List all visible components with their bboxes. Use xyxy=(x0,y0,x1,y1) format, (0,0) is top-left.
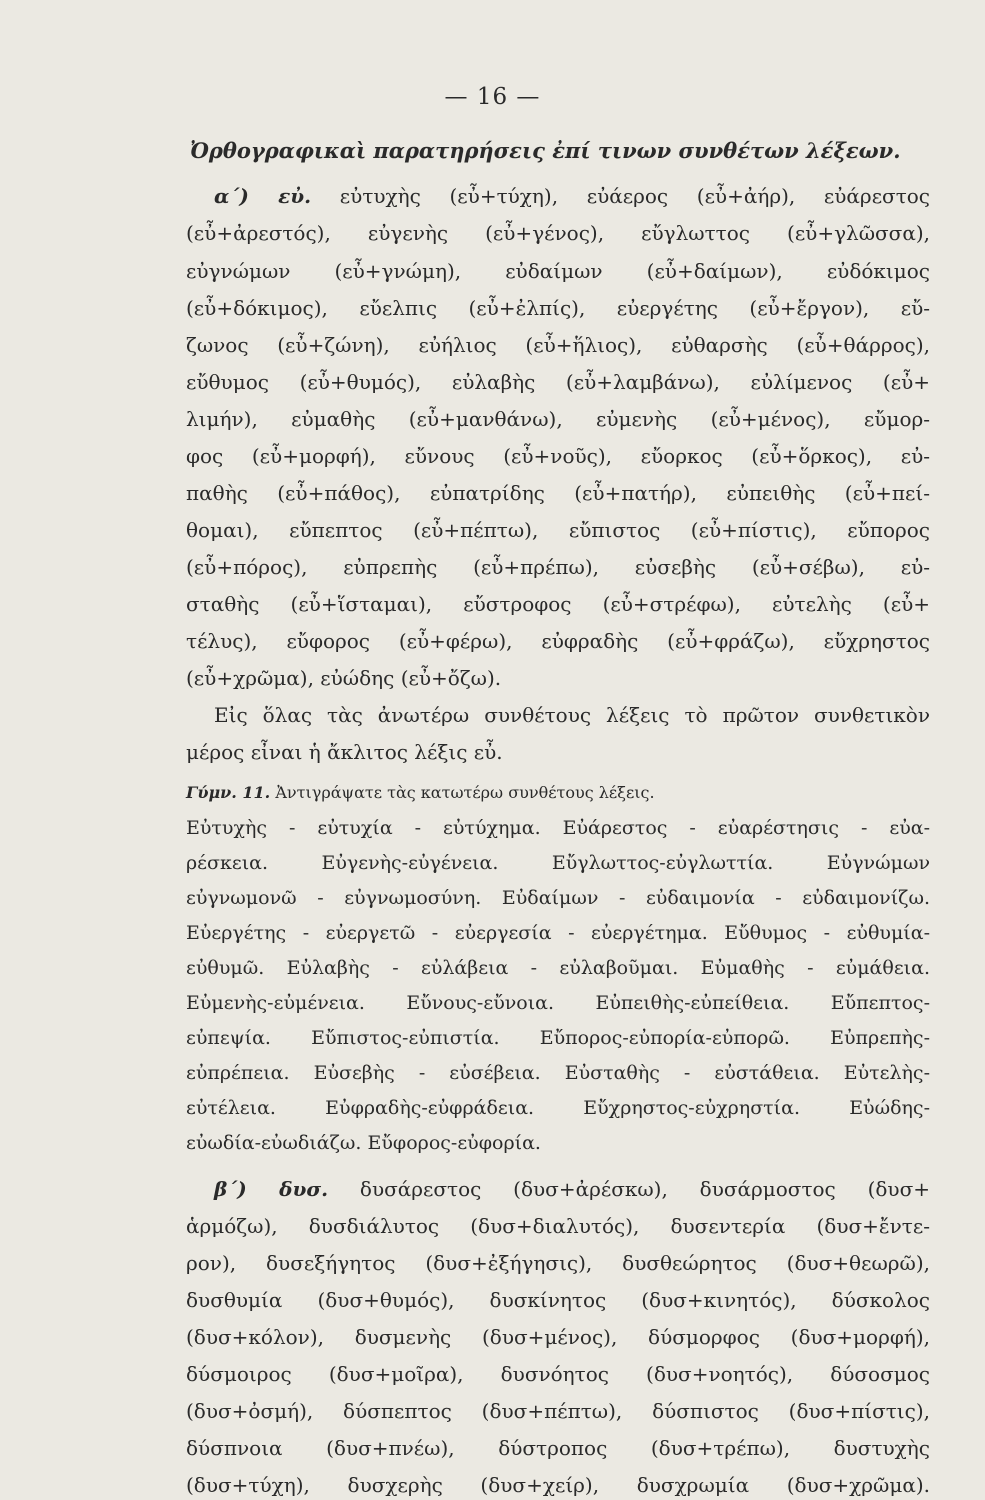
text-line: ρον), δυσεξήγητος (δυσ+ἐξήγησις), δυσθεώρητος (δυσ+θεωρῶ), xyxy=(186,1251,930,1275)
text-line: (εὖ+δόκιμος), εὔελπις (εὖ+ἐλπίς), εὐεργέτης (εὖ+ἔργον), εὔ- xyxy=(186,296,930,320)
page-number: — 16 — xyxy=(444,84,541,110)
text-line: λιμήν), εὐμαθὴς (εὖ+μανθάνω), εὐμενὴς (εὖ+μένος), εὔμορ- xyxy=(186,407,930,431)
section-marker: α΄) εὐ. xyxy=(214,184,312,208)
exercise-line: ρέσκεια. Εὐγενὴς-εὐγένεια. Εὔγλωττος-εὐγλωττία. Εὐγνώμων xyxy=(186,852,930,874)
exercise-instruction: Ἀντιγράψατε τὰς κατωτέρω συνθέτους λέξεις. xyxy=(275,783,655,802)
text-line: (εὖ+πόρος), εὐπρεπὴς (εὖ+πρέπω), εὐσεβὴς (εὖ+σέβω), εὐ- xyxy=(186,555,930,579)
text-line: δυσθυμία (δυσ+θυμός), δυσκίνητος (δυσ+κινητός), δύσκολος xyxy=(186,1288,930,1312)
text-line: θομαι), εὔπεπτος (εὖ+πέπτω), εὔπιστος (εὖ+πίστις), εὔπορος xyxy=(186,518,930,542)
text-line: (δυσ+κόλον), δυσμενὴς (δυσ+μένος), δύσμορφος (δυσ+μορφή), xyxy=(186,1325,930,1349)
exercise-line: εὐγνωμονῶ - εὐγνωμοσύνη. Εὐδαίμων - εὐδαιμονία - εὐδαιμονίζω. xyxy=(186,887,930,909)
exercise-label: Γύμν. 11. xyxy=(186,783,271,802)
text-line: σταθὴς (εὖ+ἵσταμαι), εὔστροφος (εὖ+στρέφω), εὐτελὴς (εὖ+ xyxy=(186,592,930,616)
text-line: δύσπνοια (δυσ+πνέω), δύστροπος (δυσ+τρέπω), δυστυχὴς xyxy=(186,1436,930,1460)
text-line: (εὖ+ἀρεστός), εὐγενὴς (εὖ+γένος), εὔγλωττος (εὖ+γλῶσσα), xyxy=(186,221,930,245)
text-line: (δυσ+τύχη), δυσχερὴς (δυσ+χείρ), δυσχρωμία (δυσ+χρῶμα). xyxy=(186,1473,930,1497)
exercise-line: Εὐτυχὴς - εὐτυχία - εὐτύχημα. Εὐάρεστος - εὐαρέστησις - εὐα- xyxy=(186,817,930,839)
text-line: φος (εὖ+μορφή), εὔνους (εὖ+νοῦς), εὔορκος (εὖ+ὅρκος), εὐ- xyxy=(186,444,930,468)
exercise-line: Εὐμενὴς-εὐμένεια. Εὔνους-εὔνοια. Εὐπειθὴς-εὐπείθεια. Εὔπεπτος- xyxy=(186,992,930,1014)
exercise-line: εὐθυμῶ. Εὐλαβὴς - εὐλάβεια - εὐλαβοῦμαι. Εὐμαθὴς - εὐμάθεια. xyxy=(186,957,930,979)
text-line: ζωνος (εὖ+ζώνη), εὐήλιος (εὖ+ἥλιος), εὐθαρσὴς (εὖ+θάρρος), xyxy=(186,333,930,357)
exercise-line: εὐτέλεια. Εὐφραδὴς-εὐφράδεια. Εὔχρηστος-εὐχρηστία. Εὐώδης- xyxy=(186,1097,930,1119)
exercise-caption xyxy=(186,778,930,808)
rule-line: Εἰς ὅλας τὰς ἀνωτέρω συνθέτους λέξεις τὸ πρῶτον συνθετικὸν xyxy=(214,703,930,727)
section-marker: β΄) δυσ. xyxy=(214,1177,329,1201)
rule-line: μέρος εἶναι ἡ ἄκλιτος λέξις εὖ. xyxy=(186,740,503,764)
page-heading: Ὀρθογραφικαὶ παρατηρήσεις ἐπί τινων συνθέτων λέξεων. xyxy=(190,138,901,163)
text-line: τέλυς), εὔφορος (εὖ+φέρω), εὐφραδὴς (εὖ+φράζω), εὔχρηστος xyxy=(186,629,930,653)
text-line: (εὖ+χρῶμα), εὐώδης (εὖ+ὄζω). xyxy=(186,666,502,690)
exercise-line: εὐωδία-εὐωδιάζω. Εὔφορος-εὐφορία. xyxy=(186,1132,541,1154)
text-line: ἁρμόζω), δυσδιάλυτος (δυσ+διαλυτός), δυσεντερία (δυσ+ἔντε- xyxy=(186,1214,930,1238)
text-line: δύσμοιρος (δυσ+μοῖρα), δυσνόητος (δυσ+νοητός), δύσοσμος xyxy=(186,1362,930,1386)
text-line: α΄) εὐ. εὐτυχὴς (εὖ+τύχη), εὐάερος (εὖ+ἀήρ), εὐάρεστος xyxy=(214,184,931,208)
text-line: παθὴς (εὖ+πάθος), εὐπατρίδης (εὖ+πατήρ), εὐπειθὴς (εὖ+πεί- xyxy=(186,481,930,505)
exercise-line: εὐπεψία. Εὔπιστος-εὐπιστία. Εὔπορος-εὐπορία-εὐπορῶ. Εὐπρεπὴς- xyxy=(186,1027,930,1049)
text-line: β΄) δυσ. δυσάρεστος (δυσ+ἀρέσκω), δυσάρμοστος (δυσ+ xyxy=(214,1177,930,1201)
text-line: (δυσ+ὀσμή), δύσπεπτος (δυσ+πέπτω), δύσπιστος (δυσ+πίστις), xyxy=(186,1399,930,1423)
exercise-line: Εὐεργέτης - εὐεργετῶ - εὐεργεσία - εὐεργέτημα. Εὔθυμος - εὐθυμία- xyxy=(186,922,930,944)
exercise-line: εὐπρέπεια. Εὐσεβὴς - εὐσέβεια. Εὐσταθὴς - εὐστάθεια. Εὐτελὴς- xyxy=(186,1062,930,1084)
text-line: εὐγνώμων (εὖ+γνώμη), εὐδαίμων (εὖ+δαίμων), εὐδόκιμος xyxy=(186,259,930,283)
text-line: εὔθυμος (εὖ+θυμός), εὐλαβὴς (εὖ+λαμβάνω), εὐλίμενος (εὖ+ xyxy=(186,370,930,394)
